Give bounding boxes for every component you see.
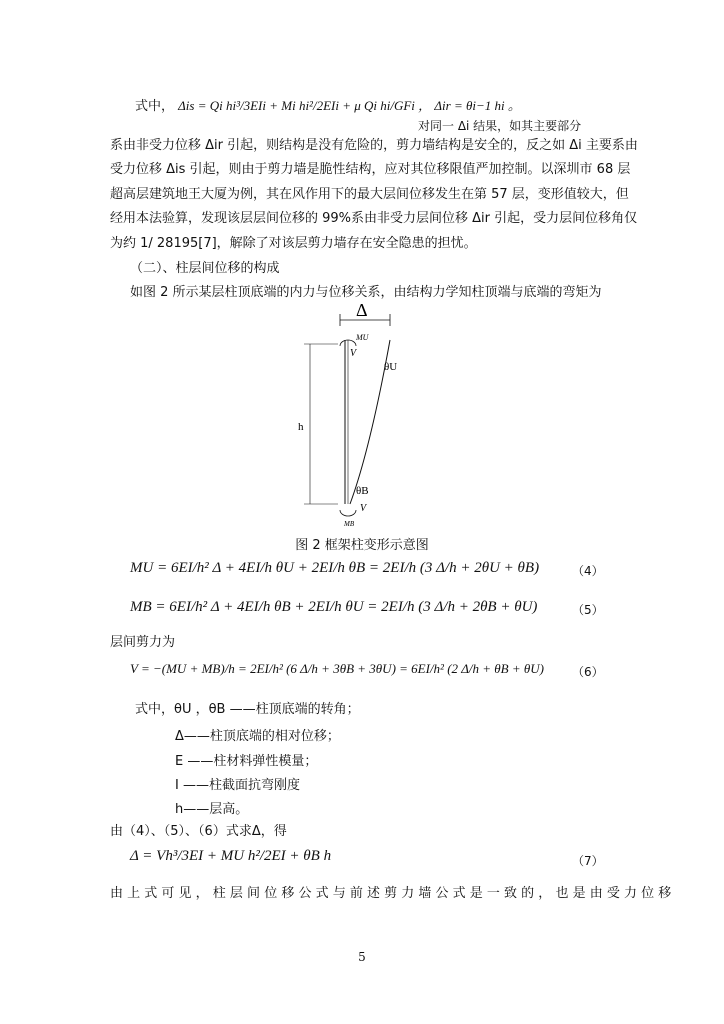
eq7-rhs: Vh³/3EI + MU h²/2EI + θB h <box>156 848 332 864</box>
eq7-number: （7） <box>572 854 604 868</box>
mb-label: MB <box>344 520 355 528</box>
para-line-2: 系由非受力位移 Δir 引起，则结构是没有危险的，剪力墙结构是安全的，反之如 Δi 主要系由 <box>110 138 638 153</box>
eq4-number: （4） <box>572 564 604 578</box>
equation-4: MU = 6EI/h² Δ + 4EI/h θU + 2EI/h θB = 2EI/h (3 Δ/h + 2θU + θB) <box>130 560 540 576</box>
delta-label: Δ <box>356 300 368 320</box>
mu-label: MU <box>356 333 369 342</box>
page-number: 5 <box>358 950 366 964</box>
equation-6: V = −(MU + MB)/h = 2EI/h² (6 Δ/h + 3θB + 3θU) = 6EI/h² (2 Δ/h + θB + θU) <box>130 661 544 676</box>
def-3: I ——柱截面抗弯刚度 <box>175 778 300 793</box>
eq5-rhs: 6EI/h² Δ + 4EI/h θB + 2EI/h θU = 2EI/h (3 Δ/h + 2θB + θU) <box>169 599 538 615</box>
para-line-4: 超高层建筑地王大厦为例，其在风作用下的最大层间位移发生在第 57 层，变形值较大，但 <box>110 187 629 202</box>
equation-7: Δ = Vh³/3EI + MU h²/2EI + θB h <box>130 848 332 864</box>
eq4-lhs: MU <box>130 560 154 576</box>
def-1: Δ——柱顶底端的相对位移； <box>175 729 340 744</box>
eq4-rhs: 6EI/h² Δ + 4EI/h θU + 2EI/h θB = 2EI/h (3 Δ/h + 2θU + θB) <box>170 560 540 576</box>
v-bottom-label: V <box>360 503 367 514</box>
section-intro: 如图 2 所示某层柱顶底端的内力与位移关系，由结构力学知柱顶端与底端的弯矩为 <box>130 285 602 300</box>
para-line-3: 受力位移 Δis 引起，则由于剪力墙是脆性结构，应对其位移限值严加控制。以深圳市 68 层 <box>110 162 631 177</box>
def-intro: 式中，θU ，θB ——柱顶底端的转角； <box>135 702 360 717</box>
derive-line: 由（4）、（5）、（6）式求Δ，得 <box>110 824 287 839</box>
eq6-lhs: V <box>130 661 138 676</box>
def-4: h——层高。 <box>175 802 249 817</box>
para-line-1-tail: 对同一 Δi 结果，如其主要部分 <box>418 119 582 133</box>
equation-5: MB = 6EI/h² Δ + 4EI/h θB + 2EI/h θU = 2EI/h (3 Δ/h + 2θB + θU) <box>130 599 538 615</box>
formula-line <box>135 96 645 117</box>
eq5-lhs: MB <box>130 599 152 615</box>
h-label: h <box>298 421 304 433</box>
figure-caption: 图 2 框架柱变形示意图 <box>295 538 429 553</box>
section-heading: （二）、柱层间位移的构成 <box>130 261 280 276</box>
eq5-number: （5） <box>572 603 604 617</box>
theta-b-label: θB <box>356 485 369 497</box>
closing-line: 由 上 式 可 见 ， 柱 层 间 位 移 公 式 与 前 述 剪 力 墙 公 式 是 一 致 的 ， 也 是 由 受 力 位 移 <box>110 886 672 901</box>
para-line-5: 经用本法验算，发现该层层间位移的 99%系由非受力层间位移 Δir 引起，受力层间位移角仅 <box>110 211 638 226</box>
inline-formula: Δis = Qi hi³/3EIi + Mi hi²/2EIi + μ Qi hi/GFi ， Δir = θi−1 hi 。 <box>178 98 521 113</box>
def-2: E ——柱材料弹性模量； <box>175 754 318 769</box>
theta-u-label: θU <box>384 361 398 373</box>
v-top-label: V <box>350 348 357 359</box>
para-line-6: 为约 1/ 28195[7]，解除了对该层剪力墙存在安全隐患的担忧。 <box>110 236 477 251</box>
moment-arc-bottom <box>340 510 356 516</box>
column-deformation-figure <box>290 300 430 528</box>
eq7-lhs: Δ <box>130 848 139 864</box>
prefix: 式中， <box>135 99 175 114</box>
eq6-number: （6） <box>572 665 604 679</box>
eq6-rhs: −(MU + MB)/h = 2EI/h² (6 Δ/h + 3θB + 3θU) = 6EI/h² (2 Δ/h + θB + θU) <box>153 661 544 676</box>
shear-intro: 层间剪力为 <box>110 635 176 650</box>
